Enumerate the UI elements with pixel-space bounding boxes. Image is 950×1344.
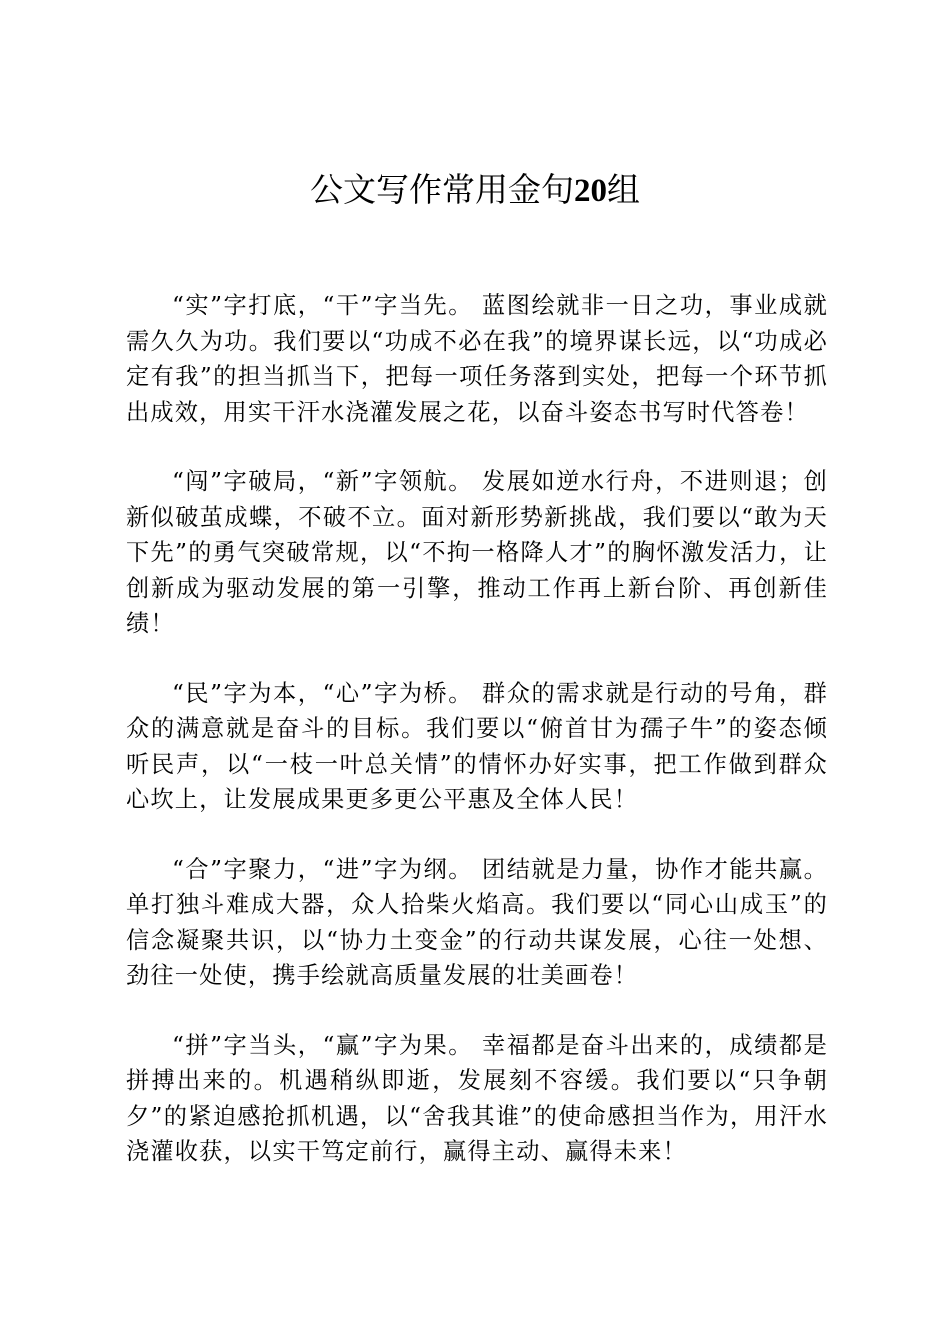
paragraph-chuang-xin: “闯”字破局，“新”字领航。 发展如逆水行舟，不进则退；创新似破茧成蝶，不破不立。面对新形势新挑战，我们要以“敢为天下先”的勇气突破常规，以“不拘一格降人才”的胸怀激发活力，让创新成为驱动发展的第一引擎，推动工作再上新台阶、再创新佳绩！	[126, 468, 828, 637]
paragraph-min-xin: “民”字为本，“心”字为桥。 群众的需求就是行动的号角，群众的满意就是奋斗的目标。我们要以“俯首甘为孺子牛”的姿态倾听民声，以“一枝一叶总关情”的情怀办好实事，把工作做到群众心坎上，让发展成果更多更公平惠及全体人民！	[126, 679, 828, 813]
paragraph-pin-ying: “拼”字当头，“赢”字为果。 幸福都是奋斗出来的，成绩都是拼搏出来的。机遇稍纵即逝，发展刻不容缓。我们要以“只争朝夕”的紧迫感抢抓机遇，以“舍我其谁”的使命感担当作为，用汗水浇灌收获，以实干笃定前行，赢得主动、赢得未来！	[126, 1031, 828, 1165]
title-number: 20	[574, 173, 607, 209]
document-title	[0, 168, 950, 213]
title-text: 公文写作常用金句	[310, 170, 574, 209]
title-suffix: 组	[607, 170, 640, 209]
paragraph-shi-gan: “实”字打底，“干”字当先。 蓝图绘就非一日之功，事业成就需久久为功。我们要以“功成不必在我”的境界谋长远，以“功成必定有我”的担当抓当下，把每一项任务落到实处，把每一个环节抓出成效，用实干汗水浇灌发展之花，以奋斗姿态书写时代答卷！	[126, 292, 828, 426]
paragraph-he-jin: “合”字聚力，“进”字为纲。 团结就是力量，协作才能共赢。单打独斗难成大器，众人拾柴火焰高。我们要以“同心山成玉”的信念凝聚共识，以“协力土变金”的行动共谋发展，心往一处想、劲往一处使，携手绘就高质量发展的壮美画卷！	[126, 855, 828, 989]
document-body	[126, 288, 828, 1204]
